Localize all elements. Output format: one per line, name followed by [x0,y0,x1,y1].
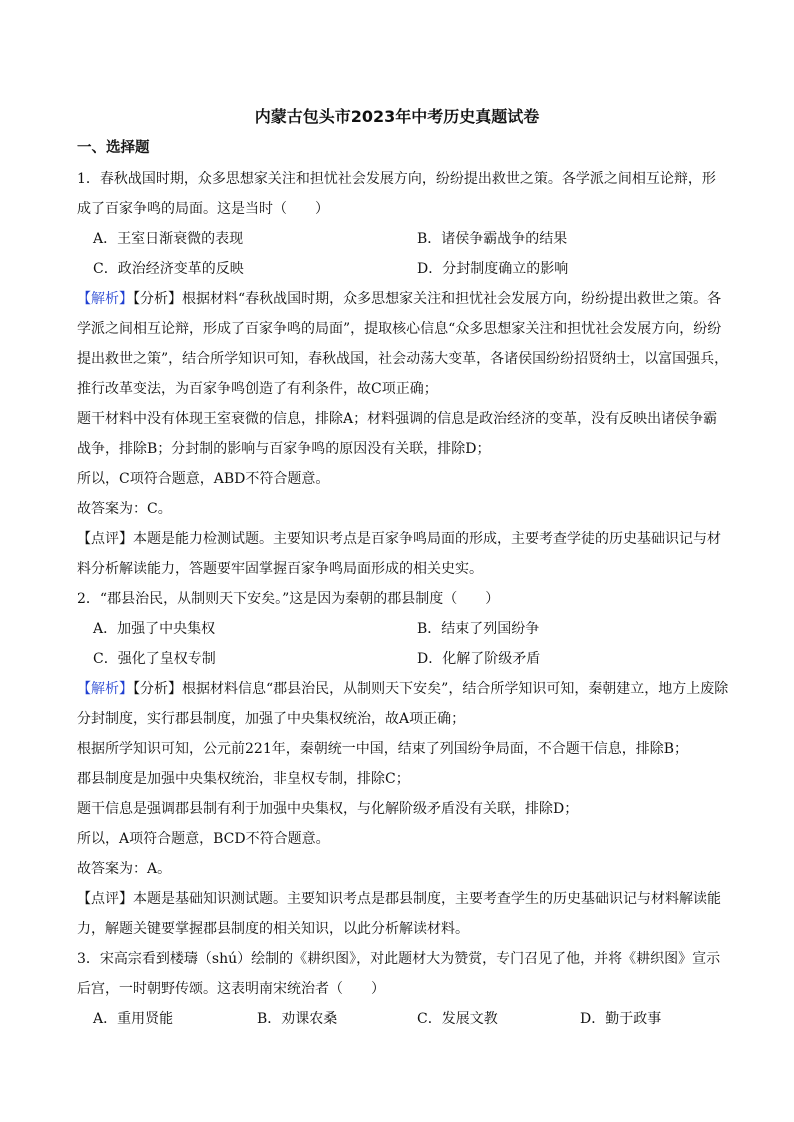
section-heading: 一、选择题 [77,140,150,156]
q1-option-a: A．王室日渐衰微的表现 [93,231,244,247]
q1-comment-line: 料分析解读能力，答题要牢固掌握百家争鸣局面形成的相关史实。 [77,561,483,577]
q2-analysis-line: 【解析】【分析】根据材料信息“郡县治民，从制则天下安矣”，结合所学知识可知，秦朝建立，地方上废除 [77,681,729,697]
q2-analysis-line: 所以，A项符合题意，BCD不符合题意。 [77,831,330,847]
q2-analysis-line: 根据所学知识可知，公元前221年，秦朝统一中国，结束了列国纷争局面，不合题干信息，排除B； [77,741,689,757]
q2-analysis-line: 分封制度，实行郡县制度，加强了中央集权统治，故A项正确； [77,711,466,727]
q1-option-d: D．分封制度确立的影响 [417,261,569,277]
q1-comment-line: 【点评】本题是能力检测试题。主要知识考点是百家争鸣局面的形成，主要考查学徒的历史基础识记与材 [77,531,721,547]
q1-option-c: C．政治经济变革的反映 [93,261,244,277]
page-title: 内蒙古包头市2023年中考历史真题试卷 [254,107,540,126]
q3-stem-line: 3．宋高宗看到楼璹（shú）绘制的《耕织图》，对此题材大为赞赏，专门召见了他，并将《耕织图》宣示 [77,951,721,967]
q2-option-c: C．强化了皇权专制 [93,651,216,667]
q3-options-row [77,1004,747,1034]
q3-option-d: D．勤于政事 [580,1011,662,1027]
q2-option-b: B．结束了列国纷争 [417,621,540,637]
q2-options-row [77,614,747,644]
q2-analysis-line: 题干信息是强调郡县制有利于加强中央集权，与化解阶级矛盾没有关联，排除D； [77,801,579,817]
q1-stem-line: 成了百家争鸣的局面。这是当时（ ） [77,201,329,217]
q3-option-c: C．发展文教 [417,1011,498,1027]
q1-option-b: B．诸侯争霸战争的结果 [417,231,568,247]
q1-analysis-line: 【解析】【分析】根据材料“春秋战国时期，众多思想家关注和担忧社会发展方向，纷纷提出救世之策。各 [77,291,722,307]
q1-analysis-line: 所以，C项符合题意，ABD不符合题意。 [77,471,330,487]
q2-option-a: A．加强了中央集权 [93,621,216,637]
q3-option-b: B．劝课农桑 [257,1011,338,1027]
q1-options-row [77,224,747,254]
q1-analysis-line: 战争，排除B；分封制的影响与百家争鸣的原因没有关联，排除D； [77,441,491,457]
q1-answer-line: 故答案为：C。 [77,501,172,517]
q2-stem-line: 2．“郡县治民，从制则天下安矣。”这是因为秦朝的郡县制度（ ） [77,591,500,607]
q2-analysis-line: 郡县制度是加强中央集权统治，非皇权专制，排除C； [77,771,410,787]
q3-option-a: A．重用贤能 [93,1011,174,1027]
q1-options-row [77,254,747,284]
q2-comment-line: 力，解题关键要掌握郡县制度的相关知识，以此分析解读材料。 [77,921,469,937]
q1-analysis-line: 推行改革变法，为百家争鸣创造了有利条件，故C项正确； [77,381,438,397]
q1-analysis-line: 提出救世之策”，结合所学知识可知，春秋战国，社会动荡大变革，各诸侯国纷纷招贤纳士，以富国强兵， [77,351,729,367]
q3-stem-line: 后宫，一时朝野传颂。这表明南宋统治者（ ） [77,981,385,997]
q2-option-d: D．化解了阶级矛盾 [417,651,541,667]
questions-content [77,164,747,1034]
q2-options-row [77,644,747,674]
q2-answer-line: 故答案为：A。 [77,861,172,877]
q1-stem-line: 1．春秋战国时期，众多思想家关注和担忧社会发展方向，纷纷提出救世之策。各学派之间相互论辩，形 [77,171,716,187]
q2-comment-line: 【点评】本题是基础知识测试题。主要知识考点是郡县制度，主要考查学生的历史基础识记与材料解读能 [77,891,721,907]
q1-analysis-line: 题干材料中没有体现王室衰微的信息，排除A；材料强调的信息是政治经济的变革，没有反映出诸侯争霸 [77,411,718,427]
q1-analysis-line: 学派之间相互论辩，形成了百家争鸣的局面”，提取核心信息“众多思想家关注和担忧社会发展方向，纷纷 [77,321,722,337]
analysis-tag: 【解析】 [77,681,133,697]
analysis-tag: 【解析】 [77,291,133,307]
